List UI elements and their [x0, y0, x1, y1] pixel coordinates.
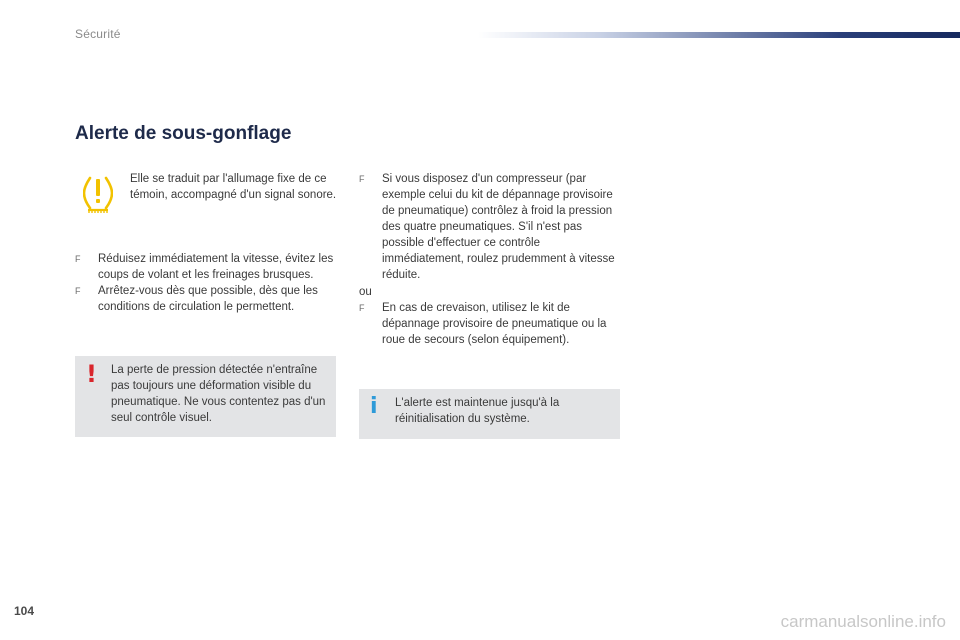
tyre-pressure-warning-icon: [83, 173, 113, 215]
bullet-marker: F: [359, 174, 365, 184]
info-note-text: L'alerte est maintenue jusqu'à la réinitialisation du système.: [395, 397, 560, 425]
right-bullet-list: [359, 171, 624, 283]
list-item: [75, 251, 345, 283]
bullet-text: En cas de crevaison, utilisez le kit de dépannage provisoire de pneumatique ou la roue de secours (selon équipement).: [382, 302, 607, 346]
info-icon: i: [370, 394, 378, 419]
header-bar: [478, 32, 960, 38]
bullet-text: Si vous disposez d'un compresseur (par exemple celui du kit de dépannage provisoire de pneumatique) contrôlez à froid la pression des quatre pneumatiques. S'il n'est pas possible d'effectuer ce contrôle immédiatement, roulez prudemment à vitesse réduite.: [382, 173, 615, 281]
page-title: Alerte de sous-gonflage: [75, 123, 292, 144]
page-number: 104: [14, 604, 35, 618]
or-text: ou: [359, 286, 372, 298]
list-item: [75, 283, 345, 315]
intro-text: Elle se traduit par l'allumage fixe de ce témoin, accompagné d'un signal sonore.: [130, 173, 337, 201]
bullet-text: Réduisez immédiatement la vitesse, évitez les coups de volant et les freinages brusques.: [98, 253, 334, 281]
right-bullet-list-2: [359, 300, 624, 348]
bullet-marker: F: [359, 303, 365, 313]
watermark: carmanualsonline.info: [780, 612, 946, 631]
exclamation-icon: !: [86, 360, 97, 388]
bullet-text: Arrêtez-vous dès que possible, dès que les conditions de circulation le permettent.: [98, 285, 318, 313]
section-label: Sécurité: [75, 27, 121, 41]
list-item: [359, 171, 624, 283]
list-item: [359, 300, 624, 348]
bullet-marker: F: [75, 254, 81, 264]
warning-note: [75, 356, 336, 437]
warning-note-text: La perte de pression détectée n'entraîne pas toujours une déformation visible du pneumatique. Ne vous contentez pas d'un seul contrôle visuel.: [111, 364, 326, 424]
left-bullet-list: [75, 251, 345, 315]
info-note: [359, 389, 620, 439]
bullet-marker: F: [75, 286, 81, 296]
